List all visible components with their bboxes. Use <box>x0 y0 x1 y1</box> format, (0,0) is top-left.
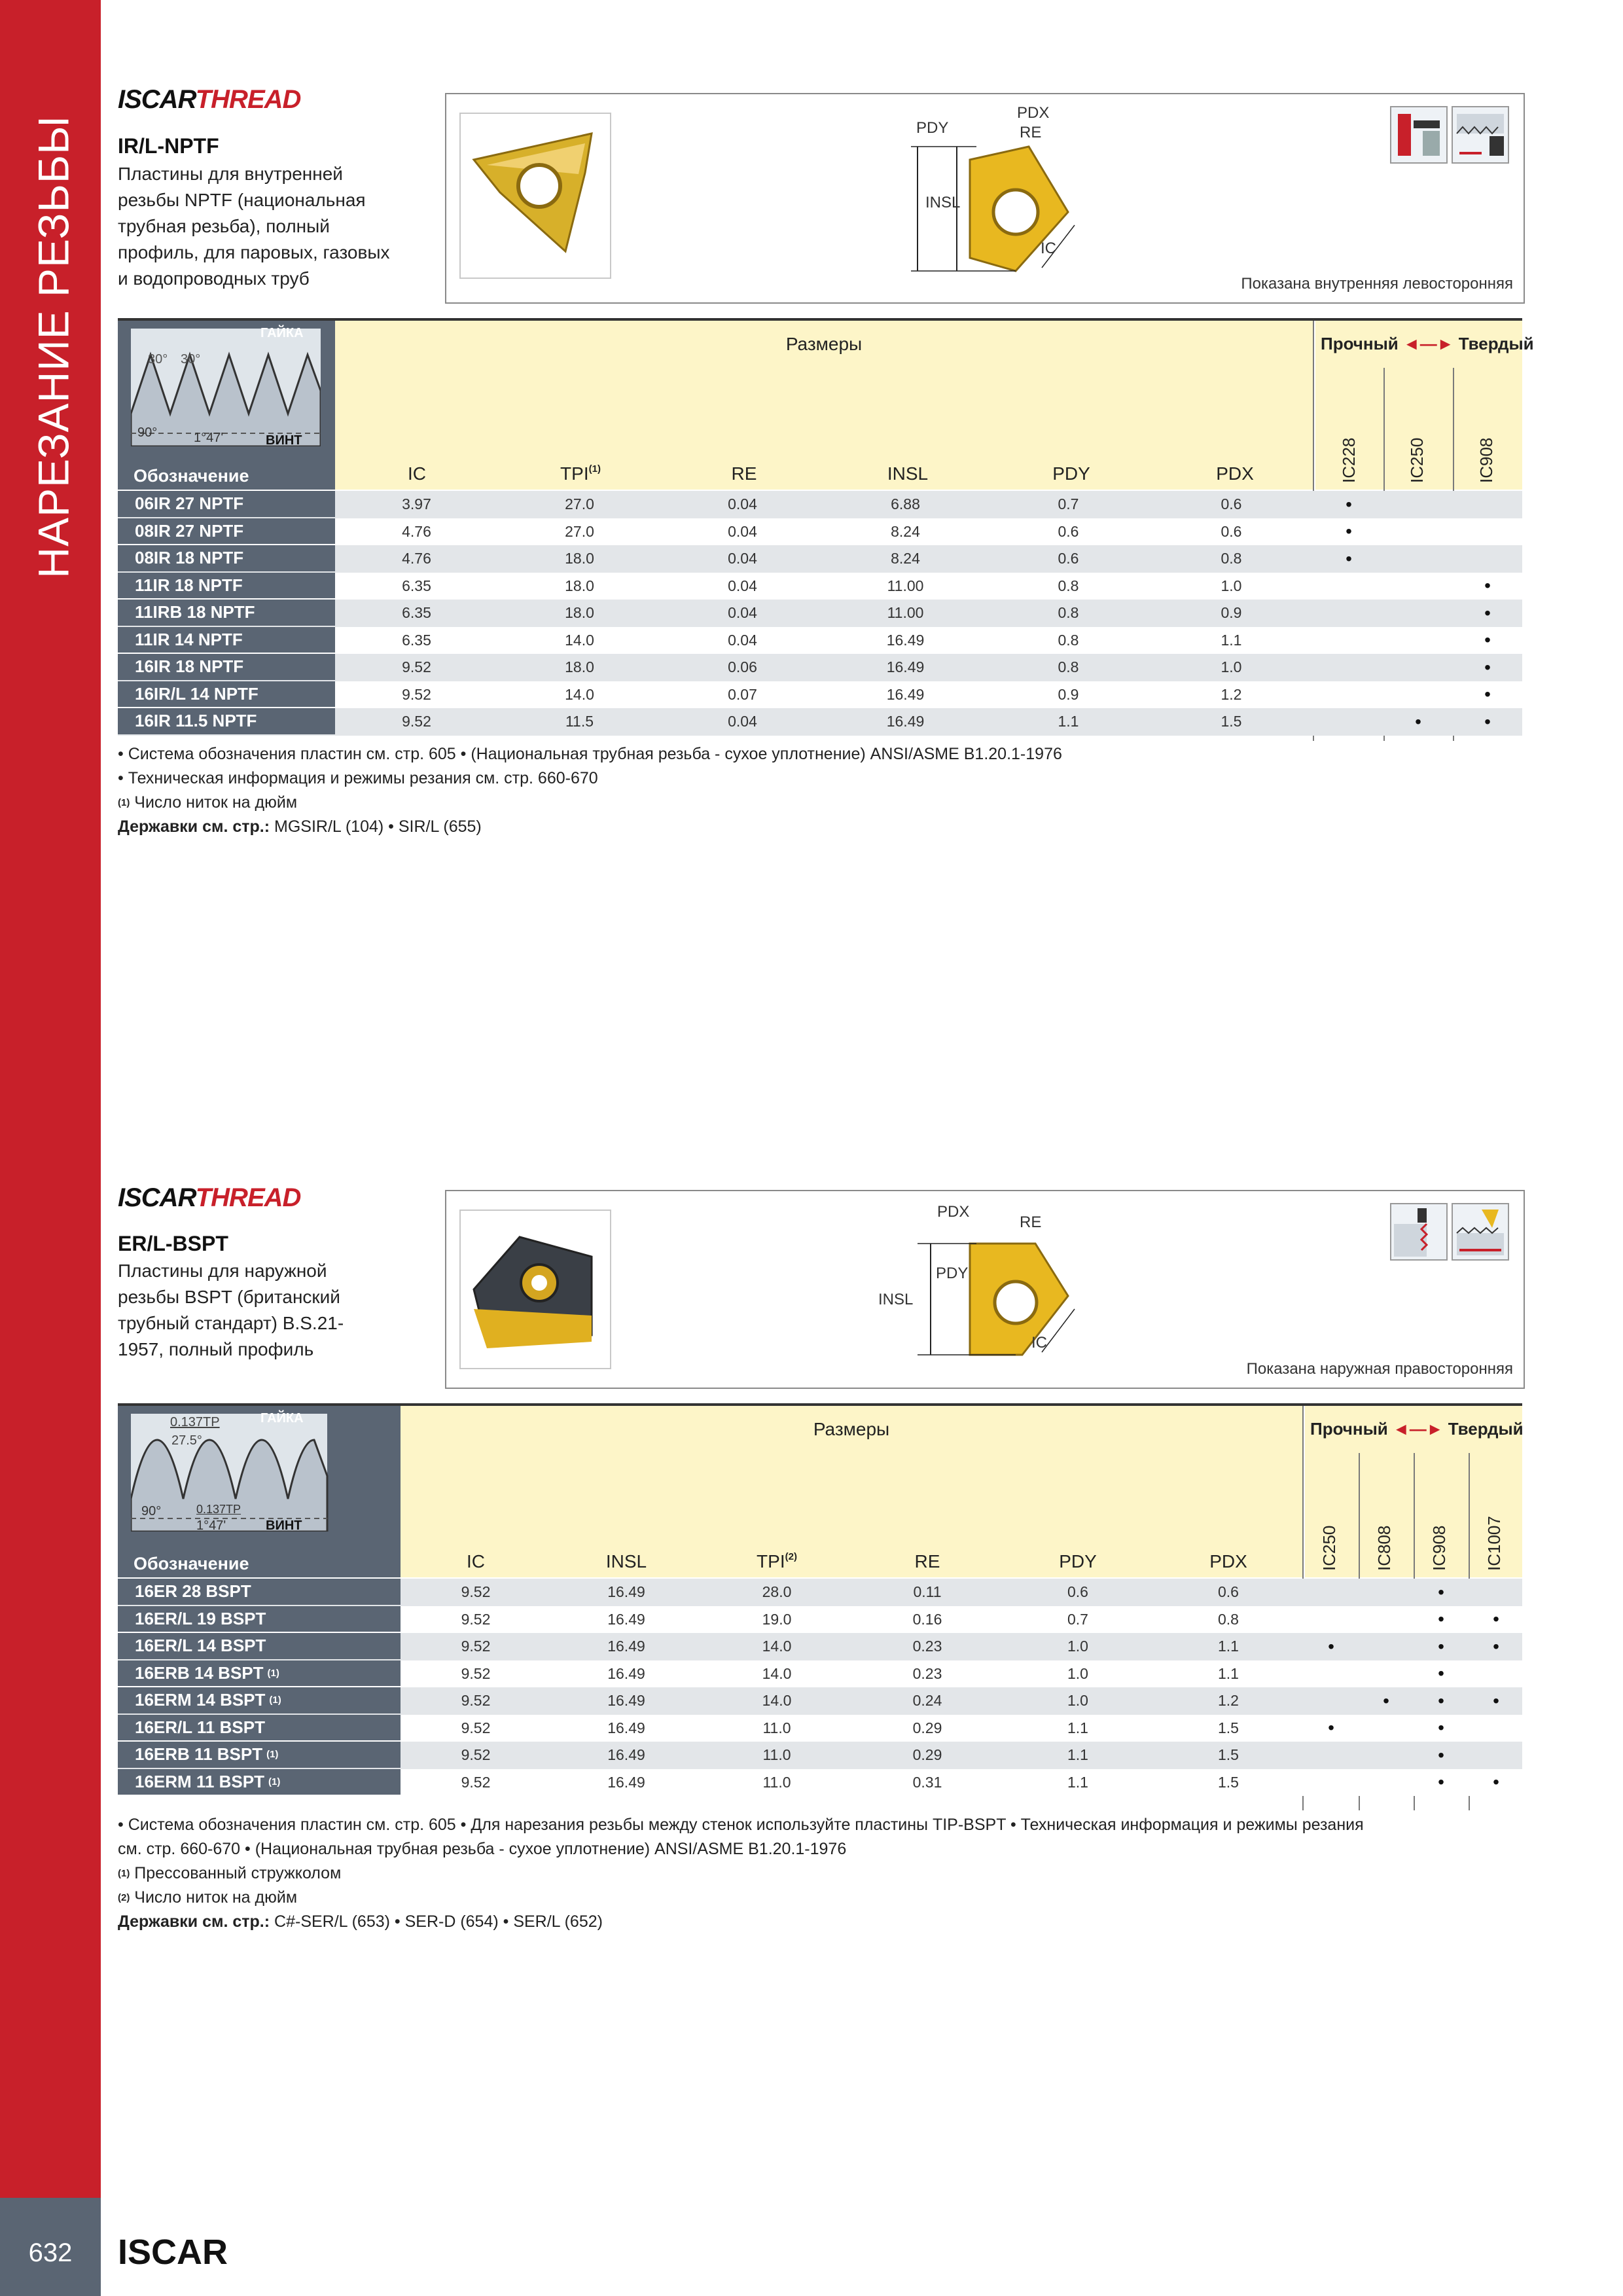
grade-mark <box>1314 627 1383 655</box>
iscar-thread-logo: ISCARTHREAD <box>118 1183 301 1212</box>
grade-mark <box>1453 518 1522 546</box>
insert-photo <box>459 1210 611 1369</box>
external-thread-icon-graphic <box>1391 1204 1446 1259</box>
table-row <box>118 491 1522 518</box>
value-cell: 11.0 <box>762 1719 791 1736</box>
value-cell: 0.9 <box>1221 604 1242 622</box>
value-cell: 16.49 <box>607 1746 645 1764</box>
grade-ic1007: IC1007 <box>1484 1516 1504 1571</box>
grade-mark: • <box>1493 1609 1499 1630</box>
label-screw: ВИНТ <box>266 433 302 448</box>
footnote-2: $^{(2)}$ Число ниток на дюйм <box>118 1888 298 1907</box>
grade-mark: • <box>1484 684 1491 705</box>
note-line: см. стр. 660-670 • (Национальная трубная резьба - сухое уплотнение) ANSI/ASME B1.20.1-1976 <box>118 1840 847 1858</box>
grade-mark <box>1359 1606 1414 1634</box>
table-row <box>118 708 1522 736</box>
value-cell: 4.76 <box>402 550 431 567</box>
col-pdx: PDX <box>1216 463 1254 484</box>
value-cell: 0.04 <box>728 713 757 730</box>
figure-caption: Показана наружная правосторонняя <box>1246 1360 1513 1378</box>
value-cell: 18.0 <box>565 604 594 622</box>
designation-cell: 08IR 27 NPTF <box>118 518 335 545</box>
label-angle-b: 30° <box>181 352 201 367</box>
value-cell: 8.24 <box>891 550 920 567</box>
figure-caption: Показана внутренняя левосторонняя <box>1241 275 1513 293</box>
grade-mark <box>1304 1769 1359 1797</box>
value-cell: 1.2 <box>1218 1692 1239 1710</box>
col-pdx: PDX <box>1209 1551 1247 1571</box>
grade-mark: • <box>1438 1772 1444 1793</box>
thread-type-icon <box>1452 1203 1509 1261</box>
label-pitch-top: 0.137TP <box>170 1415 220 1429</box>
footnote-1: $^{(1)}$ Прессованный стружколом <box>118 1864 342 1882</box>
value-cell: 16.49 <box>607 1583 645 1601</box>
value-cell: 6.35 <box>402 604 431 622</box>
value-cell: 16.49 <box>886 713 925 730</box>
table-row <box>118 545 1522 573</box>
label-nut: ГАЙКА <box>260 326 304 340</box>
value-cell: 0.8 <box>1058 604 1079 622</box>
grade-scale: Прочный ◄—► Твердый <box>1321 334 1534 353</box>
grade-mark: • <box>1484 711 1491 732</box>
grade-mark <box>1359 1742 1414 1769</box>
value-cell: 9.52 <box>461 1610 491 1628</box>
value-cell: 1.1 <box>1218 1664 1239 1682</box>
holders-line: Державки см. стр.: C#-SER/L (653) • SER-D (654) • SER/L (652) <box>118 1912 603 1931</box>
value-cell: 11.0 <box>762 1773 791 1791</box>
value-cell: 0.8 <box>1058 577 1079 594</box>
value-cell: 9.52 <box>461 1664 491 1682</box>
value-cell: 0.6 <box>1067 1583 1088 1601</box>
value-cell: 0.04 <box>728 577 757 594</box>
sizes-header: Размеры <box>785 334 863 354</box>
value-cell: 1.0 <box>1221 577 1242 594</box>
grade-mark: • <box>1346 493 1352 514</box>
iscar-thread-logo: ISCARTHREAD <box>118 85 301 114</box>
col-pdy: PDY <box>1059 1551 1097 1571</box>
value-cell: 0.23 <box>912 1664 942 1682</box>
table-row <box>118 1633 1522 1660</box>
grade-mark: • <box>1484 602 1491 623</box>
value-cell: 9.52 <box>461 1746 491 1764</box>
value-cell: 1.5 <box>1218 1746 1239 1764</box>
note-line: • Система обозначения пластин см. стр. 605 • Для нарезания резьбы между стенок используйте пластины TIP-BSPT • Техническая информация и режимы резания <box>118 1816 1364 1834</box>
value-cell: 16.49 <box>886 631 925 649</box>
sizes-header: Размеры <box>813 1419 890 1439</box>
dimension-diagram <box>904 1198 1101 1381</box>
notes-section-1 <box>118 742 1522 839</box>
value-cell: 9.52 <box>461 1692 491 1710</box>
value-cell: 0.04 <box>728 604 757 622</box>
value-cell: 0.06 <box>728 658 757 676</box>
grade-mark: • <box>1484 630 1491 651</box>
value-cell: 1.0 <box>1221 658 1242 676</box>
insert-photo <box>459 113 611 279</box>
table-row <box>118 681 1522 709</box>
value-cell: 1.1 <box>1067 1746 1088 1764</box>
designation-cell: 16ERM 14 BSPT (1) <box>118 1687 401 1713</box>
grade-scale: Прочный ◄—► Твердый <box>1310 1419 1524 1439</box>
table-row <box>118 1606 1522 1634</box>
value-cell: 3.97 <box>402 495 431 513</box>
profile-header-cell <box>118 321 335 490</box>
grade-mark <box>1383 600 1453 627</box>
holders-line: Державки см. стр.: MGSIR/L (104) • SIR/L (655) <box>118 817 482 836</box>
value-cell: 6.35 <box>402 577 431 594</box>
insert-figure-box <box>445 93 1525 304</box>
thread-type-icon-graphic <box>1453 1204 1508 1259</box>
value-cell: 0.6 <box>1058 550 1079 567</box>
value-cell: 8.24 <box>891 522 920 540</box>
designation-cell: 16IR 18 NPTF <box>118 654 335 680</box>
col-tpi: TPI$^{(2)}$ <box>757 1551 797 1571</box>
table-row <box>118 1742 1522 1769</box>
profile-header-cell <box>118 1406 401 1577</box>
designation-header: Обозначение <box>134 1554 249 1573</box>
designation-cell: 08IR 18 NPTF <box>118 545 335 571</box>
label-insl: INSL <box>925 194 961 211</box>
value-cell: 1.0 <box>1067 1692 1088 1710</box>
table-row <box>118 1660 1522 1688</box>
grade-mark: • <box>1438 1717 1444 1738</box>
grade-mark <box>1314 681 1383 709</box>
col-insl: INSL <box>605 1551 647 1571</box>
table-row <box>118 1579 1522 1606</box>
grade-ic908: IC908 <box>1429 1525 1449 1571</box>
insert-photo-graphic <box>461 1211 610 1368</box>
grade-mark: • <box>1493 1690 1499 1711</box>
table-row <box>118 600 1522 627</box>
table-row <box>118 627 1522 655</box>
value-cell: 0.31 <box>912 1773 942 1791</box>
designation-cell: 16ER 28 BSPT <box>118 1579 401 1605</box>
col-pdy: PDY <box>1052 463 1090 484</box>
col-tpi: TPI$^{(1)}$ <box>560 463 601 484</box>
grade-mark <box>1304 1687 1359 1715</box>
grade-ic808: IC808 <box>1374 1525 1394 1571</box>
value-cell: 0.6 <box>1221 522 1242 540</box>
value-cell: 19.0 <box>762 1610 792 1628</box>
grade-mark: • <box>1484 656 1491 677</box>
label-angle-d: 1°47' <box>196 1518 226 1533</box>
designation-cell: 16ER/L 14 BSPT <box>118 1633 401 1659</box>
value-cell: 0.04 <box>728 631 757 649</box>
thread-type-icon <box>1452 106 1509 164</box>
value-cell: 0.7 <box>1067 1610 1088 1628</box>
label-nut: ГАЙКА <box>260 1411 304 1426</box>
grade-mark <box>1304 1606 1359 1634</box>
value-cell: 16.49 <box>886 685 925 703</box>
col-ic: IC <box>408 463 426 484</box>
value-cell: 9.52 <box>461 1773 491 1791</box>
value-cell: 0.8 <box>1221 550 1242 567</box>
footer-brand: ISCAR <box>118 2233 228 2272</box>
sidebar-title: НАРЕЗАНИЕ РЕЗЬБЫ <box>29 115 79 579</box>
grade-mark <box>1314 654 1383 681</box>
grade-mark <box>1304 1742 1359 1769</box>
value-cell: 16.49 <box>607 1610 645 1628</box>
grade-mark: • <box>1438 1690 1444 1711</box>
value-cell: 14.0 <box>762 1692 792 1710</box>
grade-mark <box>1359 1633 1414 1660</box>
grade-mark: • <box>1438 1744 1444 1765</box>
notes-section-2 <box>118 1813 1522 1934</box>
value-cell: 1.5 <box>1218 1719 1239 1736</box>
value-cell: 9.52 <box>461 1638 491 1655</box>
table-bspt <box>118 1403 1522 1810</box>
grade-mark <box>1469 1660 1524 1688</box>
product-description: Пластины для наружной резьбы BSPT (британский трубный стандарт) B.S.21- 1957, полный профиль <box>118 1261 344 1359</box>
value-cell: 1.1 <box>1067 1773 1088 1791</box>
grade-mark <box>1359 1715 1414 1742</box>
value-cell: 16.49 <box>607 1719 645 1736</box>
grade-mark <box>1304 1579 1359 1606</box>
value-cell: 1.2 <box>1221 685 1242 703</box>
internal-thread-icon <box>1390 106 1448 164</box>
value-cell: 0.6 <box>1058 522 1079 540</box>
grade-mark <box>1383 681 1453 709</box>
label-pdx: PDX <box>937 1203 970 1221</box>
grade-ic228: IC228 <box>1339 437 1359 483</box>
label-screw: ВИНТ <box>266 1518 302 1533</box>
label-angle-c: 90° <box>141 1504 162 1518</box>
grade-mark: • <box>1383 1690 1389 1711</box>
grade-mark <box>1314 600 1383 627</box>
grade-mark <box>1359 1579 1414 1606</box>
designation-cell: 16ERB 14 BSPT (1) <box>118 1660 401 1687</box>
value-cell: 18.0 <box>565 658 594 676</box>
value-cell: 0.11 <box>913 1583 942 1601</box>
value-cell: 1.0 <box>1067 1638 1088 1655</box>
value-cell: 0.9 <box>1058 685 1079 703</box>
value-cell: 0.04 <box>728 550 757 567</box>
col-re: RE <box>731 463 757 484</box>
grade-ic250: IC250 <box>1407 437 1427 483</box>
value-cell: 1.1 <box>1221 631 1242 649</box>
value-cell: 0.04 <box>728 522 757 540</box>
thread-type-icon-graphic <box>1453 107 1508 162</box>
designation-cell: 16ER/L 11 BSPT <box>118 1715 401 1741</box>
value-cell: 9.52 <box>461 1583 491 1601</box>
grade-mark <box>1359 1769 1414 1797</box>
grade-mark: • <box>1493 1636 1499 1657</box>
designation-cell: 16IR/L 14 NPTF <box>118 681 335 708</box>
grade-mark <box>1383 627 1453 655</box>
grade-mark <box>1383 573 1453 600</box>
label-angle-d: 1°47' <box>194 431 224 445</box>
designation-cell: 11IR 14 NPTF <box>118 627 335 653</box>
value-cell: 11.00 <box>887 577 924 594</box>
external-thread-icon <box>1390 1203 1448 1261</box>
grade-mark <box>1469 1715 1524 1742</box>
value-cell: 9.52 <box>461 1719 491 1736</box>
value-cell: 0.16 <box>912 1610 942 1628</box>
value-cell: 1.1 <box>1067 1719 1088 1736</box>
value-cell: 16.49 <box>607 1638 645 1655</box>
value-cell: 0.29 <box>912 1719 942 1736</box>
grade-mark <box>1314 708 1383 736</box>
designation-cell: 16IR 11.5 NPTF <box>118 708 335 734</box>
grade-ic908: IC908 <box>1476 437 1496 483</box>
value-cell: 0.7 <box>1058 495 1079 513</box>
label-insl: INSL <box>878 1291 914 1308</box>
label-angle-a: 27.5° <box>171 1433 202 1448</box>
value-cell: 6.88 <box>891 495 920 513</box>
table-row <box>118 1769 1522 1797</box>
value-cell: 14.0 <box>762 1664 792 1682</box>
value-cell: 9.52 <box>402 685 431 703</box>
grade-mark <box>1453 491 1522 518</box>
designation-cell: 16ERM 11 BSPT (1) <box>118 1769 401 1795</box>
label-ic: IC <box>1041 240 1056 257</box>
value-cell: 1.1 <box>1218 1638 1239 1655</box>
value-cell: 14.0 <box>762 1638 792 1655</box>
table-row <box>118 654 1522 681</box>
page-number: 632 <box>28 2238 73 2267</box>
grade-ic250: IC250 <box>1319 1525 1339 1571</box>
grade-mark <box>1453 545 1522 573</box>
grade-mark: • <box>1415 711 1421 732</box>
designation-header: Обозначение <box>134 466 249 486</box>
designation-cell: 11IR 18 NPTF <box>118 573 335 599</box>
value-cell: 0.24 <box>912 1692 942 1710</box>
value-cell: 0.8 <box>1058 658 1079 676</box>
grade-mark: • <box>1346 548 1352 569</box>
note-line: • Техническая информация и режимы резания см. стр. 660-670 <box>118 769 598 787</box>
grade-mark <box>1383 518 1453 546</box>
label-pdy: PDY <box>916 119 949 137</box>
grade-mark <box>1383 654 1453 681</box>
table-row <box>118 518 1522 546</box>
grade-mark: • <box>1346 521 1352 542</box>
grade-mark <box>1469 1742 1524 1769</box>
designation-cell: 11IRB 18 NPTF <box>118 600 335 626</box>
grade-mark: • <box>1438 1609 1444 1630</box>
value-cell: 6.35 <box>402 631 431 649</box>
table-row <box>118 573 1522 600</box>
value-cell: 0.6 <box>1218 1583 1239 1601</box>
label-pdx: PDX <box>1017 104 1050 122</box>
value-cell: 16.49 <box>607 1692 645 1710</box>
value-cell: 27.0 <box>565 495 594 513</box>
table-row <box>118 1687 1522 1715</box>
table-row <box>118 1715 1522 1742</box>
grade-mark <box>1383 491 1453 518</box>
grade-mark: • <box>1493 1772 1499 1793</box>
label-angle-a: 30° <box>148 352 168 367</box>
product-name: IR/L-NPTF <box>118 134 219 158</box>
grade-mark <box>1359 1660 1414 1688</box>
grade-mark: • <box>1438 1581 1444 1602</box>
product-description: Пластины для внутренней резьбы NPTF (национальная трубная резьба), полный профиль, для паровых, газовых и водопроводных труб <box>118 164 390 289</box>
internal-thread-icon-graphic <box>1391 107 1446 162</box>
value-cell: 4.76 <box>402 522 431 540</box>
value-cell: 16.49 <box>607 1664 645 1682</box>
grade-mark <box>1314 573 1383 600</box>
label-pdy: PDY <box>936 1265 969 1282</box>
col-re: RE <box>914 1551 940 1571</box>
value-cell: 16.49 <box>607 1773 645 1791</box>
value-cell: 0.07 <box>728 685 757 703</box>
value-cell: 14.0 <box>565 685 594 703</box>
label-pitch-bottom: 0.137TP <box>196 1503 241 1516</box>
value-cell: 0.8 <box>1218 1610 1239 1628</box>
value-cell: 18.0 <box>565 577 594 594</box>
table-nptf <box>118 318 1534 741</box>
grade-mark: • <box>1484 575 1491 596</box>
grade-mark: • <box>1328 1636 1334 1657</box>
value-cell: 1.1 <box>1058 713 1079 730</box>
value-cell: 0.23 <box>912 1638 942 1655</box>
value-cell: 9.52 <box>402 658 431 676</box>
value-cell: 0.29 <box>912 1746 942 1764</box>
grade-mark: • <box>1328 1717 1334 1738</box>
value-cell: 16.49 <box>886 658 925 676</box>
value-cell: 0.6 <box>1221 495 1242 513</box>
value-cell: 0.8 <box>1058 631 1079 649</box>
value-cell: 9.52 <box>402 713 431 730</box>
thread-profile-diagram <box>131 1414 386 1532</box>
value-cell: 28.0 <box>762 1583 792 1601</box>
grade-mark <box>1304 1660 1359 1688</box>
designation-cell: 06IR 27 NPTF <box>118 491 335 517</box>
designation-cell: 16ER/L 19 BSPT <box>118 1606 401 1632</box>
grade-mark: • <box>1438 1636 1444 1657</box>
col-insl: INSL <box>887 463 929 484</box>
value-cell: 1.5 <box>1218 1773 1239 1791</box>
label-re: RE <box>1020 124 1042 141</box>
label-ic: IC <box>1031 1334 1047 1352</box>
value-cell: 27.0 <box>565 522 594 540</box>
product-name: ER/L-BSPT <box>118 1232 228 1255</box>
designation-cell: 16ERB 11 BSPT (1) <box>118 1742 401 1768</box>
value-cell: 1.5 <box>1221 713 1242 730</box>
value-cell: 1.0 <box>1067 1664 1088 1682</box>
insert-figure-box <box>445 1190 1525 1389</box>
label-re: RE <box>1020 1213 1042 1231</box>
value-cell: 11.00 <box>887 604 924 622</box>
grade-mark <box>1383 545 1453 573</box>
value-cell: 11.5 <box>565 713 594 730</box>
grade-mark: • <box>1438 1663 1444 1684</box>
value-cell: 11.0 <box>762 1746 791 1764</box>
value-cell: 18.0 <box>565 550 594 567</box>
value-cell: 0.04 <box>728 495 757 513</box>
thread-profile-diagram <box>131 329 321 446</box>
value-cell: 14.0 <box>565 631 594 649</box>
note-line: • Система обозначения пластин см. стр. 605 • (Национальная трубная резьба - сухое уплотнение) ANSI/ASME B1.20.1-1976 <box>118 745 1062 763</box>
grade-mark <box>1469 1579 1524 1606</box>
col-ic: IC <box>467 1551 485 1571</box>
footnote-1: $^{(1)}$ Число ниток на дюйм <box>118 793 298 812</box>
insert-photo-graphic <box>461 114 610 278</box>
label-angle-c: 90° <box>137 425 158 440</box>
